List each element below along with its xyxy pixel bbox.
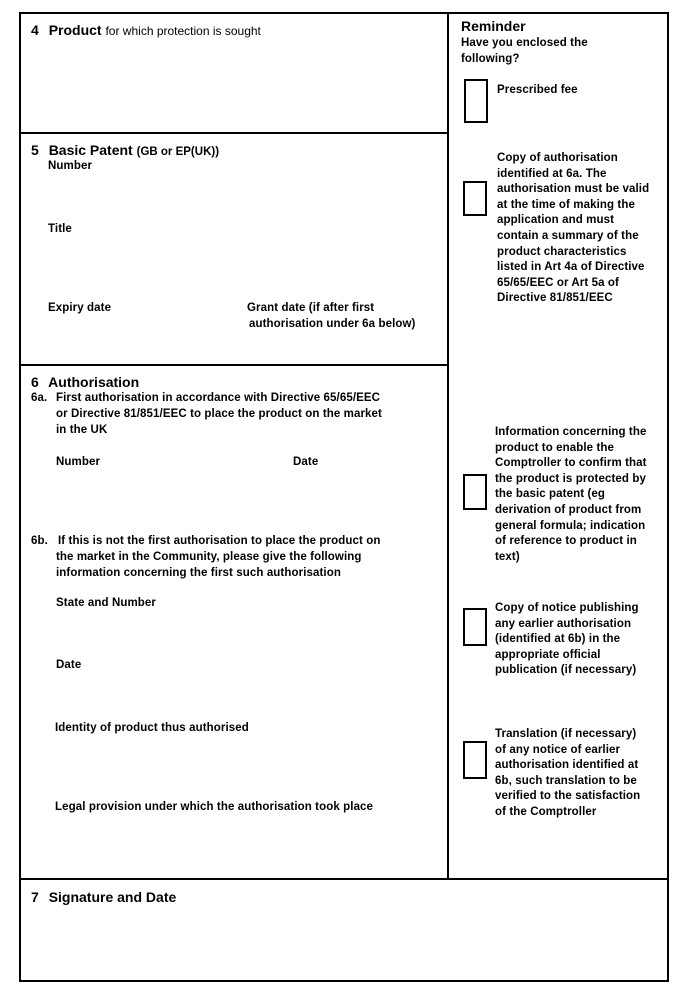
authorisation-number-label: Number [56,456,101,468]
reminder-item-line: 65/65/EEC or Art 5a of [497,276,619,289]
section-6b-line: information concerning the first such authorisation [56,567,341,579]
reminder-item-line: of the Comptroller [495,805,597,818]
authorisation-date-label: Date [293,456,319,468]
reminder-item-line: Information concerning the [495,426,647,438]
section-4-number: 4 [31,22,39,38]
reminder-item-translation [495,727,640,821]
first-authorisation-date-label: Date [56,659,82,671]
reminder-item-line: authorisation identified at [495,759,639,772]
reminder-item-copy-notice [495,601,639,679]
reminder-item-line: Copy of authorisation [497,152,618,164]
patent-title-label: Title [48,223,72,235]
section-5-heading [31,142,219,158]
reminder-item-line: any earlier authorisation [495,617,632,630]
section-7-number: 7 [31,889,39,905]
reminder-item-line: verified to the satisfaction [495,790,641,803]
section-5-number: 5 [31,142,39,158]
reminder-title: Reminder [461,18,526,34]
reminder-item-line: application and must [497,214,615,227]
reminder-item-line: at the time of making the [497,198,635,211]
reminder-item-line: Translation (if necessary) [495,728,637,740]
product-information-checkbox[interactable] [463,474,487,510]
section-6a-line: or Directive 81/851/EEC to place the product on the market [56,408,382,420]
reminder-item-line: authorisation must be valid [497,183,650,196]
reminder-item-line: Comptroller to confirm that [495,457,647,470]
reminder-item-line: Directive 81/851/EEC [497,292,613,305]
section-6-title: Authorisation [48,374,140,390]
reminder-item-line: product to enable the [495,441,615,454]
prescribed-fee-checkbox[interactable] [464,79,488,123]
reminder-item-line: (identified at 6b) in the [495,633,621,646]
section-4-heading [31,22,261,38]
reminder-item-line: Prescribed fee [497,84,578,96]
reminder-item-line: contain a summary of the [497,229,639,242]
product-identity-label: Identity of product thus authorised [55,722,249,734]
section-6a-marker: 6a. [31,392,48,404]
copy-of-authorisation-checkbox[interactable] [463,181,487,216]
grant-date-label-line1: Grant date (if after first [247,302,375,314]
section-6b-marker: 6b. [31,535,48,547]
reminder-item-line: appropriate official [495,648,601,661]
reminder-item-line: product characteristics [497,245,627,258]
section-4-subtitle: for which protection is sought [105,24,261,38]
reminder-item-copy-authorisation [497,151,649,307]
legal-provision-label: Legal provision under which the authorisation took place [55,801,374,813]
reminder-item-line: of reference to product in [495,535,637,548]
reminder-item-line: general formula; indication [495,519,646,532]
reminder-item-line: derivation of product from [495,503,642,516]
section-5-title: Basic Patent [48,142,133,158]
section-6b-line: If this is not the first authorisation to place the product on [58,535,381,547]
reminder-item-line: Copy of notice publishing [495,602,639,614]
state-number-label: State and Number [56,597,157,609]
reminder-item-line: text) [495,550,520,563]
translation-checkbox[interactable] [463,741,487,779]
expiry-date-label: Expiry date [48,302,112,314]
section-4-title: Product [48,22,102,38]
reminder-item-line: the basic patent (eg [495,488,605,501]
section-6-heading [31,374,139,390]
reminder-item-line: listed in Art 4a of Directive [497,261,645,274]
reminder-item-line: publication (if necessary) [495,664,637,677]
section-6-number: 6 [31,374,39,390]
patent-number-label: Number [48,160,93,172]
reminder-item-line: identified at 6a. The [497,167,607,180]
section-7-heading [31,889,176,905]
reminder-item-line: 6b, such translation to be [495,774,637,787]
section-7-title: Signature and Date [48,889,177,905]
reminder-item-line: of any notice of earlier [495,743,621,756]
reminder-intro-line: Have you enclosed the [461,37,588,49]
section-6a-line: in the UK [56,424,108,436]
section-6b-line: the market in the Community, please give the following [56,551,362,563]
copy-of-notice-checkbox[interactable] [463,608,487,646]
grant-date-label-line2: authorisation under 6a below) [249,318,416,330]
section-5-subtitle: (GB or EP(UK)) [136,146,220,158]
reminder-item-product-information [495,425,647,565]
reminder-intro-line: following? [461,53,520,65]
section-6a-line: First authorisation in accordance with Directive 65/65/EEC [56,392,381,404]
reminder-item-line: the product is protected by [495,472,646,485]
